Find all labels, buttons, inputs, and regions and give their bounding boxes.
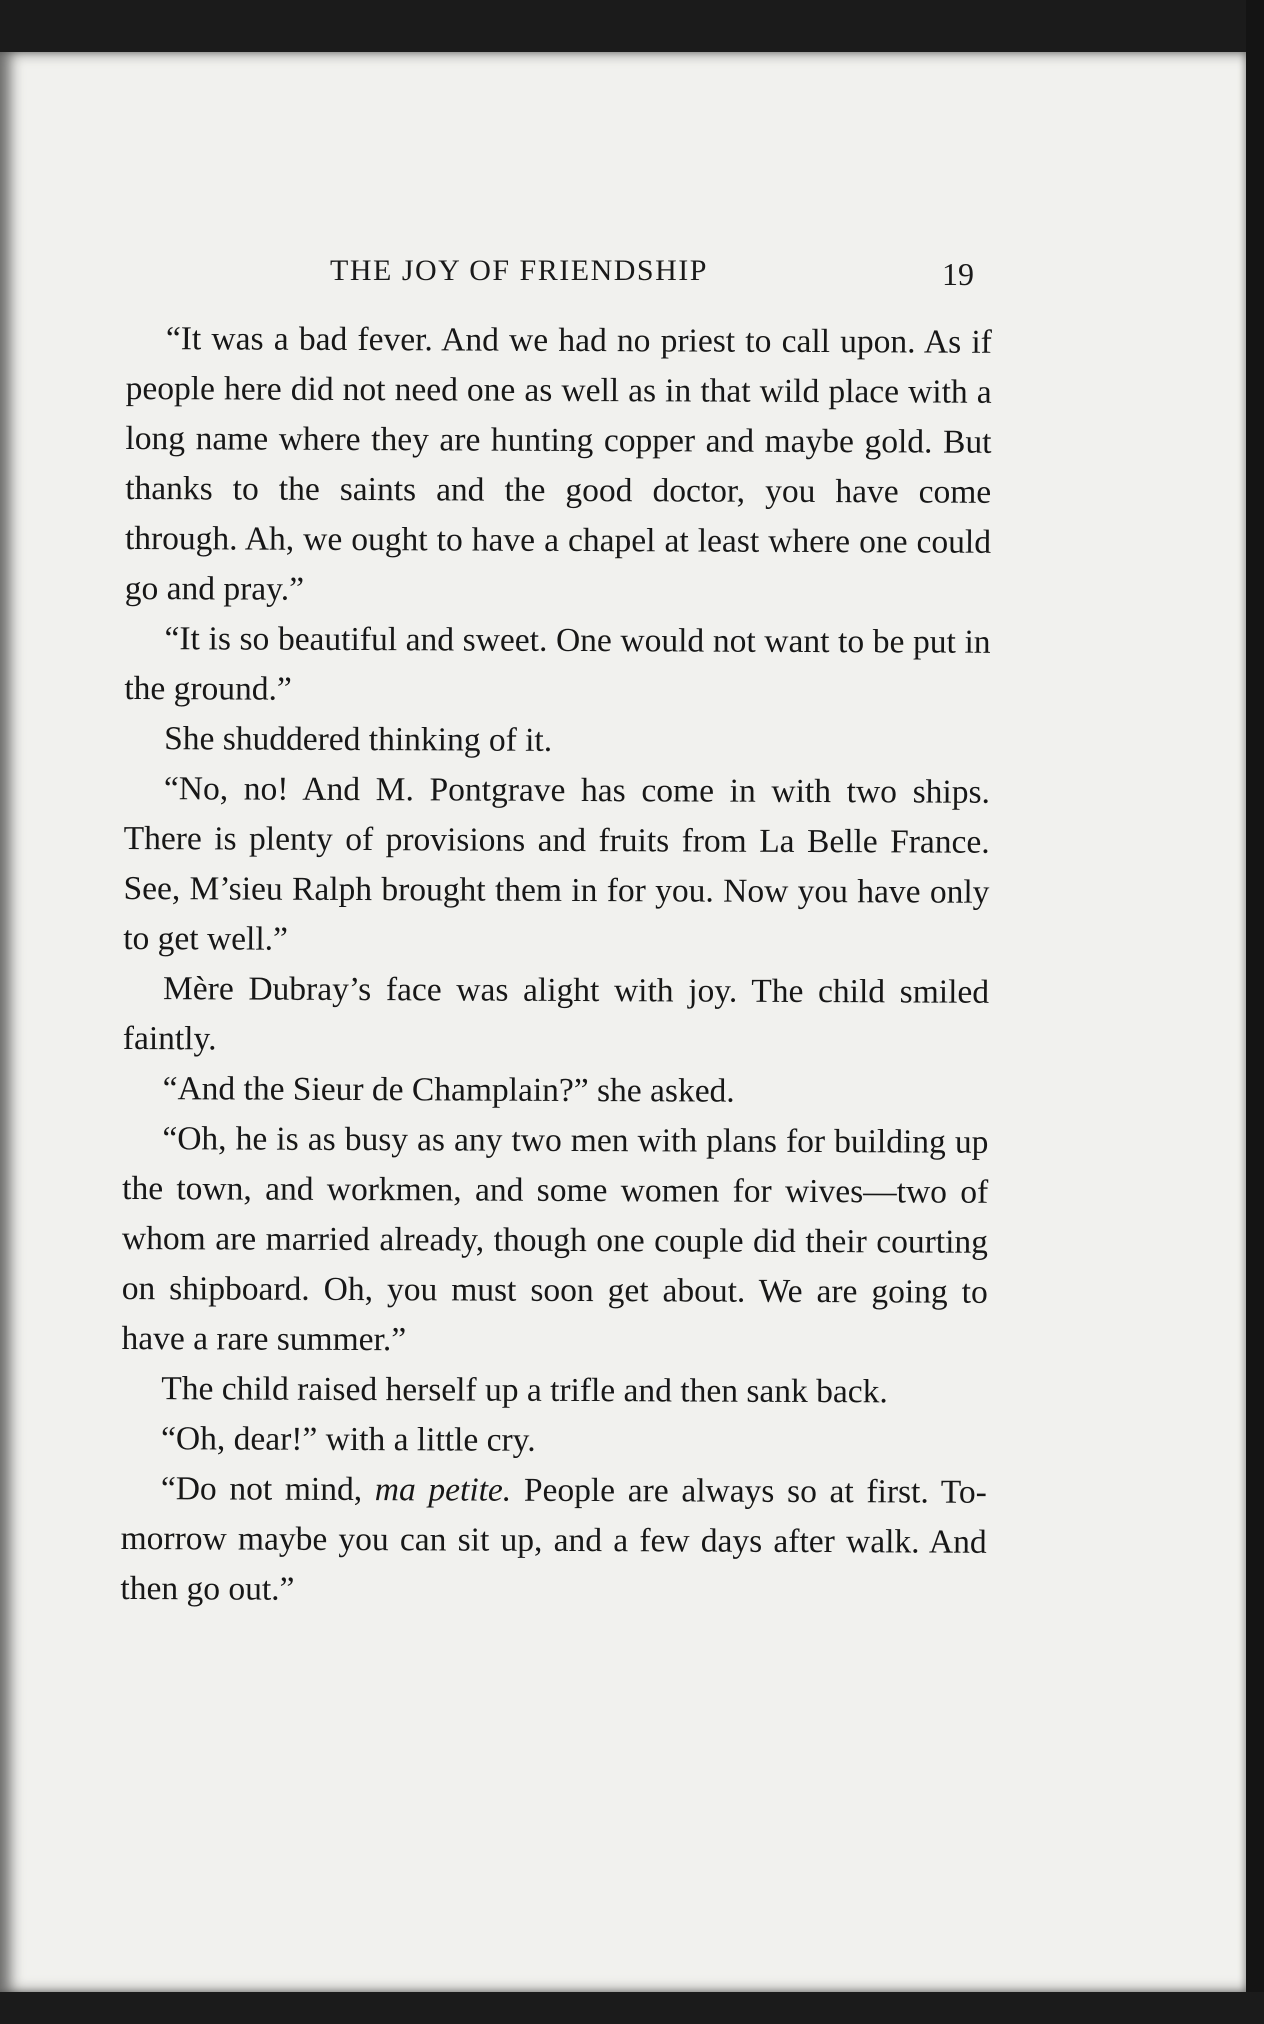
paragraph-text-start: “Do not mind, [160,1470,375,1509]
paragraph: Mère Dubray’s face was alight with joy. The child smiled faintly. [122,970,990,1058]
body-text [120,314,992,1618]
italic-phrase: ma petite. [374,1471,512,1509]
page-edge-shadow [1246,0,1264,1992]
paragraph: “No, no! And M. Pontgrave has come in with two ships. There is plenty of provisions and fruits from La Belle France. See, M’sieu Ralph brought them in for you. Now you have only to get well.” [123,770,991,958]
paragraph: “It was a bad fever. And we had no priest to call upon. As if people here did not need one as well as in that wild place with a long name where they are hunting copper and maybe gold. But thanks to the saints and the good doctor, you have come through. Ah, we ought to have a chapel at least where one could go and pray.” [124,320,992,608]
paragraph: “Oh, dear!” with a little cry. [161,1420,536,1459]
running-title: THE JOY OF FRIENDSHIP [330,254,708,287]
book-page [0,52,1246,1992]
page-number: 19 [942,256,974,292]
paragraph: The child raised herself up a trifle and then sank back. [161,1370,888,1411]
paragraph: She shuddered thinking of it. [164,720,553,759]
paragraph: “Oh, he is as busy as any two men with plans for building up the town, and workmen, and some women for wives—two of whom are married already, though one couple did their courting on shipboard. Oh, you must soon get about. We are going to have a rare summer.” [121,1120,989,1359]
paragraph: “And the Sieur de Champlain?” she asked. [162,1070,735,1110]
paragraph: “It is so beautiful and sweet. One would not want to be put in the ground.” [124,620,991,708]
paragraph [120,1464,987,1618]
paragraph-text-end: People are always so at first. To-morrow maybe you can sit up, and a few days after walk. And then go out.” [120,1471,987,1608]
